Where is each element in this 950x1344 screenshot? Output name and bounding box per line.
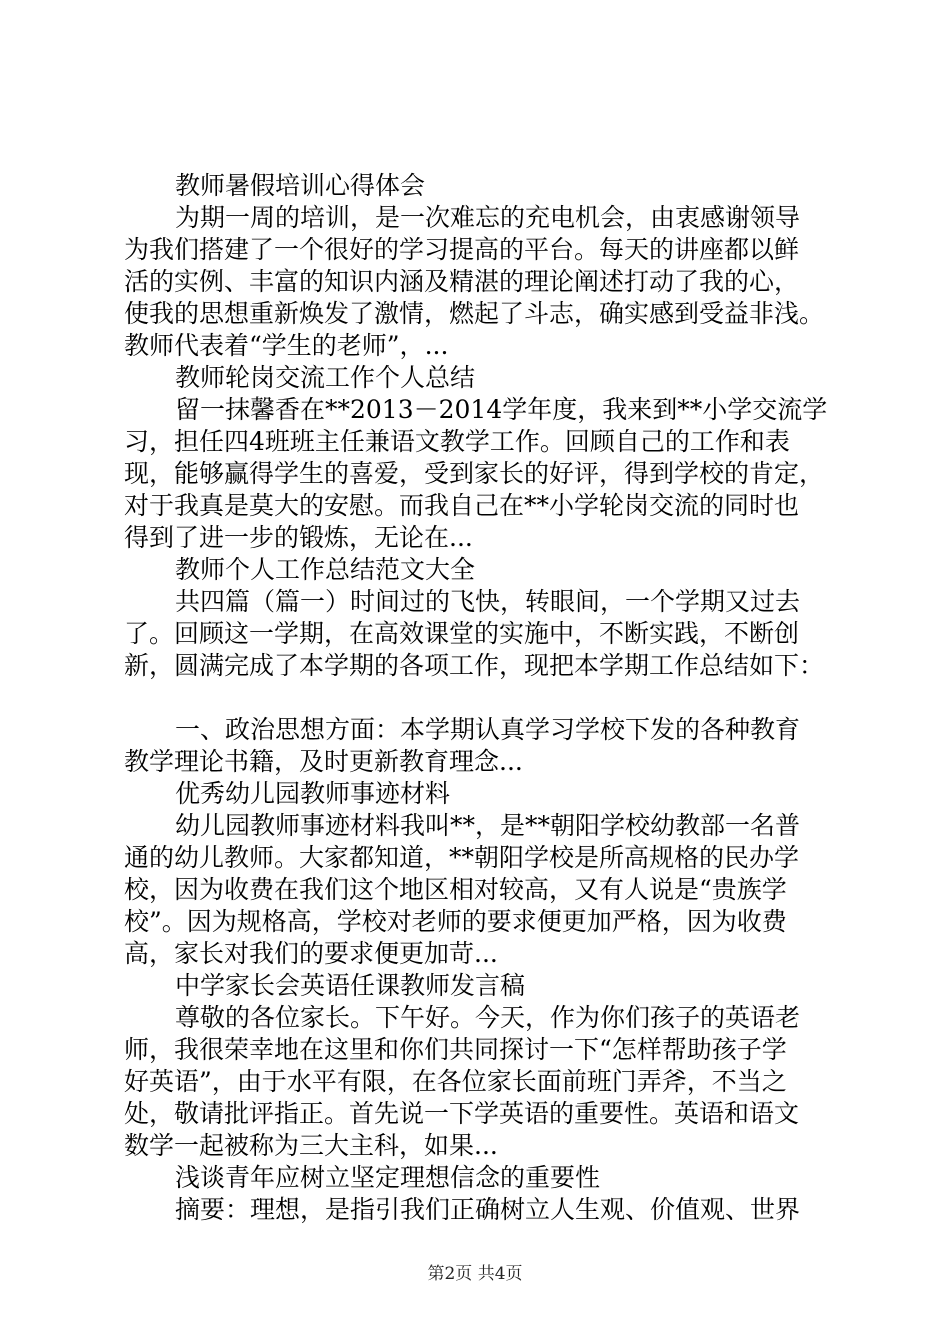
paragraph-line: 了。回顾这一学期，在高效课堂的实施中，不断实践，不断创 [124, 619, 800, 648]
paragraph-line: 校”。因为规格高，学校对老师的要求便更加严格，因为收费 [124, 907, 787, 936]
section-title: 教师轮岗交流工作个人总结 [175, 363, 476, 392]
paragraph-line: 新，圆满完成了本学期的各项工作，现把本学期工作总结如下： [124, 651, 825, 680]
paragraph-line: 习，担任四4班班主任兼语文教学工作。回顾自己的工作和表 [124, 427, 790, 456]
section-title: 优秀幼儿园教师事迹材料 [175, 779, 451, 808]
paragraph-line: 教学理论书籍，及时更新教育理念... [124, 747, 523, 776]
paragraph-line: 对于我真是莫大的安慰。而我自己在**小学轮岗交流的同时也 [124, 491, 800, 520]
paragraph-line: 好英语”，由于水平有限，在各位家长面前班门弄斧，不当之 [124, 1067, 787, 1096]
page-footer: 第2页 共4页 [427, 1264, 523, 1284]
paragraph-first-line: 为期一周的培训，是一次难忘的充电机会，由衷感谢领导 [175, 203, 801, 232]
paragraph-line: 通的幼儿教师。大家都知道，**朝阳学校是所高规格的民办学 [124, 843, 800, 872]
section-title: 浅谈青年应树立坚定理想信念的重要性 [175, 1163, 601, 1192]
document-body [124, 170, 836, 1226]
section-title: 教师个人工作总结范文大全 [175, 555, 476, 584]
paragraph-line: 现，能够赢得学生的喜爱，受到家长的好评，得到学校的肯定， [124, 459, 825, 488]
paragraph-first-line: 尊敬的各位家长。下午好。今天，作为你们孩子的英语老 [175, 1003, 801, 1032]
paragraph-line: 为我们搭建了一个很好的学习提高的平台。每天的讲座都以鲜 [124, 235, 800, 264]
paragraph-first-line: 一、政治思想方面：本学期认真学习学校下发的各种教育 [175, 715, 801, 744]
paragraph-first-line: 摘要：理想，是指引我们正确树立人生观、价值观、世界 [175, 1195, 801, 1224]
paragraph-line: 教师代表着“学生的老师”，... [124, 331, 449, 360]
paragraph-line: 数学一起被称为三大主科，如果... [124, 1131, 498, 1160]
document-section [124, 362, 836, 554]
paragraph-first-line: 留一抹馨香在**2013－2014学年度，我来到**小学交流学 [175, 395, 828, 424]
document-section [124, 778, 836, 970]
paragraph-line: 得到了进一步的锻炼，无论在... [124, 523, 473, 552]
section-title: 教师暑假培训心得体会 [175, 171, 426, 200]
document-section [124, 1162, 836, 1226]
paragraph-first-line: 幼儿园教师事迹材料我叫**，是**朝阳学校幼教部一名普 [175, 811, 801, 840]
paragraph-first-line: 共四篇（篇一）时间过的飞快，转眼间，一个学期又过去 [175, 587, 801, 616]
document-section [124, 554, 836, 778]
paragraph-line: 师，我很荣幸地在这里和你们共同探讨一下“怎样帮助孩子学 [124, 1035, 787, 1064]
paragraph-line: 活的实例、丰富的知识内涵及精湛的理论阐述打动了我的心， [124, 267, 800, 296]
paragraph-line: 校，因为收费在我们这个地区相对较高，又有人说是“贵族学 [124, 875, 787, 904]
section-title: 中学家长会英语任课教师发言稿 [175, 971, 526, 1000]
paragraph-line: 处，敬请批评指正。首先说一下学英语的重要性。英语和语文 [124, 1099, 800, 1128]
document-section [124, 970, 836, 1162]
document-section [124, 170, 836, 362]
blank-line [124, 682, 836, 714]
paragraph-line: 使我的思想重新焕发了激情，燃起了斗志，确实感到受益非浅。 [124, 299, 825, 328]
paragraph-line: 高，家长对我们的要求便更加苛... [124, 939, 498, 968]
